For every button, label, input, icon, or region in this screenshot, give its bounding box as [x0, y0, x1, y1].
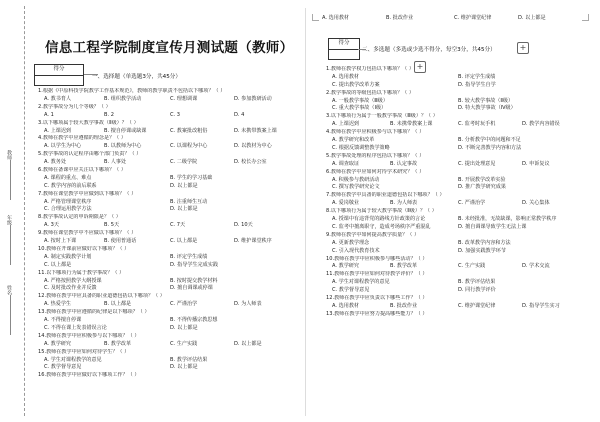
option[interactable]: B. 擅自停课或缺课 [104, 127, 147, 134]
option-row [326, 240, 590, 248]
option[interactable]: C. 撰写教学研究论文 [332, 184, 380, 191]
margin-label-teacher: 教师： [6, 150, 12, 165]
option[interactable]: B. 以教师为中心 [104, 143, 142, 150]
question-text: 2.教学事故的等级包括以下哪项？（ ） [326, 89, 414, 96]
option-row [38, 222, 300, 230]
section1-heading: 一、选择题（单选题3分，共45分） [92, 74, 181, 80]
margin-label-name: 姓名： [6, 285, 12, 300]
option-row [326, 200, 590, 208]
option[interactable]: B. 教学评估结果 [170, 356, 208, 363]
cut-line [24, 6, 25, 416]
option[interactable]: A. 制定实践教学计划 [44, 253, 92, 260]
option[interactable]: B. 评定学生成绩 [170, 253, 208, 260]
question-text: 11.教师在教学中应如何对待教学评价？（ ） [326, 271, 428, 278]
option[interactable]: D. 擅自调课或停课 [170, 285, 213, 292]
option[interactable]: A. 更新教学理念 [332, 239, 370, 246]
option-row [326, 216, 590, 224]
question-text: 9.教师在课堂教学中不应做以下哪项？（ ） [38, 230, 137, 237]
option-row [326, 145, 590, 153]
option-row [38, 301, 300, 309]
option-row [326, 105, 590, 113]
option-row [38, 143, 300, 151]
option-row [38, 262, 300, 270]
right-question-column [326, 66, 590, 319]
option[interactable]: C. 理想调课 [170, 95, 198, 102]
option[interactable]: A. 选用教材 [332, 73, 360, 80]
option: C. 维护课堂纪律 [454, 15, 492, 21]
option[interactable]: C. 提出处理意见 [458, 160, 496, 167]
option-row [38, 341, 300, 349]
option[interactable]: D. 擅自调课导致学生无法上课 [458, 223, 527, 230]
option[interactable]: C. 教学内容的前后联系 [44, 182, 97, 189]
score-label: 得分 [329, 39, 359, 50]
question-text: 5.教学事故的认定程序由哪个部门负责？（ ） [38, 151, 142, 158]
question-text: 1.教师在教学权力包括以下哪项？（ ） [326, 66, 414, 72]
option: D. 以上都是 [518, 15, 546, 21]
question-text: 8.以下哪项行为属于较大教学事故（Ⅱ级）？（ ） [326, 208, 437, 215]
option-row [38, 112, 300, 120]
option[interactable]: A. 学生对课程教学的意见 [44, 356, 102, 363]
option[interactable]: D. 同行教学评价 [458, 287, 496, 294]
option-row [38, 96, 300, 104]
option-row [326, 82, 590, 90]
option[interactable]: B. 批改作业 [390, 302, 418, 309]
option[interactable]: B. 较大教学事故（Ⅱ级） [458, 97, 514, 104]
question-text: 3.以下哪项属于较大教学事故（Ⅱ级）？（ ） [38, 119, 139, 126]
option-row [326, 303, 590, 311]
option[interactable]: D. 加强实践教学环节 [458, 247, 506, 254]
option[interactable]: D. 不断完善教学内容和方法 [458, 144, 522, 151]
option[interactable]: D. 学术交流 [522, 263, 550, 270]
option[interactable]: D. 特大教学事故（Ⅳ级） [458, 105, 516, 112]
option-row [326, 263, 590, 271]
corner-mark [582, 14, 589, 21]
option[interactable]: A. 选用教材 [332, 302, 360, 309]
question-text: 7.教师在教学中具备的职业道德包括以下哪项？（ ） [326, 192, 445, 199]
option[interactable]: C. 严谨治学 [458, 200, 486, 207]
option[interactable]: C. 及时批改作业并反馈 [44, 285, 97, 292]
option-row [326, 137, 590, 145]
option[interactable]: B. 不得传播宗教思想 [170, 317, 218, 324]
option[interactable]: C. 重大教学事故（Ⅰ级） [332, 105, 387, 112]
continued-options [322, 15, 582, 23]
question-text: 11.以下哪项行为属于教学事故？（ ） [38, 269, 125, 276]
option[interactable]: C. 3 [170, 111, 181, 118]
option-row [326, 184, 590, 192]
option[interactable]: B. 教学改革 [390, 263, 418, 270]
option[interactable]: A. 调查取证 [332, 160, 360, 167]
option[interactable]: A. 授课中有违背党的路线方针政策的言论 [332, 216, 426, 223]
option[interactable]: A. 不得擅自停课 [44, 317, 82, 324]
option[interactable]: B. 学生的学习基础 [170, 174, 213, 181]
score-box-section2 [328, 38, 360, 60]
option[interactable]: B. 以上都是 [104, 301, 132, 308]
option-row [38, 128, 300, 136]
option-row [38, 364, 300, 372]
option[interactable]: C. 监考时玩手机 [458, 121, 496, 128]
option-row [322, 15, 582, 23]
column-divider [305, 8, 306, 416]
option[interactable]: C. 严谨治学 [170, 301, 198, 308]
option[interactable]: D. 维护课堂秩序 [234, 238, 272, 245]
option[interactable]: A. 教务处 [44, 159, 66, 166]
option[interactable]: D. 参加教研活动 [234, 95, 272, 102]
option[interactable]: A. 上课迟到 [44, 127, 72, 134]
option-row [326, 279, 590, 287]
option[interactable]: D. 以上都是 [170, 324, 198, 331]
option[interactable]: C. 监考中擅离职守，造成考场秩序严重混乱 [332, 223, 431, 230]
option-row [326, 74, 590, 82]
score-box-section1 [34, 64, 84, 86]
option[interactable]: B. 未经批准，无故缺课，影响正常教学秩序 [458, 216, 557, 223]
option[interactable]: B. 按时提交教学材料 [170, 277, 218, 284]
margin-blank-teacher [10, 160, 11, 200]
option[interactable]: C. 生产实践 [458, 263, 486, 270]
option[interactable]: C. 生产实践 [170, 340, 198, 347]
option[interactable]: B. 未携带教案上课 [390, 121, 433, 128]
option[interactable]: C. 不得在课上发表错误言论 [44, 324, 107, 331]
option-row [38, 325, 300, 333]
option[interactable]: B. 分析教学中的问题和不足 [458, 137, 521, 144]
option[interactable]: D. 指导学生实习 [522, 302, 560, 309]
option[interactable]: D. 指导学生完成实践 [170, 261, 218, 268]
option[interactable]: A. 学生对课程教学的意见 [332, 279, 390, 286]
option-row [326, 248, 590, 256]
option[interactable]: C. 根据反馈调整教学策略 [332, 144, 390, 151]
add-row-button[interactable]: + [414, 61, 426, 73]
option[interactable]: B. 注重师生互动 [170, 198, 208, 205]
margin-blank-name [10, 295, 11, 335]
option[interactable]: A. 热爱学生 [44, 301, 72, 308]
option[interactable]: C. 引入现代教育技术 [332, 247, 380, 254]
question-text: 3.以下哪项行为属于一般教学事故（Ⅲ级）？（ ） [326, 113, 438, 120]
option[interactable]: D. 校长办公室 [234, 159, 267, 166]
option-row [326, 121, 590, 129]
option[interactable]: B. 使用普通话 [104, 238, 137, 245]
option-row [38, 317, 300, 325]
question-text: 12.教师在教学中应负责以下哪些工作？（ ） [326, 295, 428, 301]
option-row [38, 175, 300, 183]
corner-mark [312, 14, 319, 21]
question-text: 16.教师在教学中应做好以下哪项工作？（ ） [38, 372, 140, 379]
option[interactable]: A. 按时上下课 [44, 238, 77, 245]
question-text: 1.根据《中原科技学院教学工作基本规范》，教师的教学职责不包括以下哪项？（ ） [38, 88, 226, 94]
question-text: 12.教师在教学中应具备的职业道德包括以下哪项？（ ） [38, 293, 165, 300]
option[interactable]: B. 教学评估结果 [458, 279, 496, 286]
option[interactable]: D. 申诉复议 [522, 160, 550, 167]
option[interactable]: D. 关心集体 [522, 200, 550, 207]
option[interactable]: B. 认定事故 [390, 160, 418, 167]
option[interactable]: C. 二级学院 [170, 159, 198, 166]
question-text: 9.教师在教学中如何提高教学质量？（ ） [326, 231, 420, 238]
question-text: 10.教师在开课前应做好以下哪项？（ ） [38, 245, 130, 252]
option[interactable]: A. 课程的重点、难点 [44, 174, 92, 181]
option[interactable]: D. 未携带教案上课 [234, 127, 277, 134]
option[interactable]: A. 严格管理课堂秩序 [44, 198, 92, 205]
option[interactable]: C. 维护课堂纪律 [458, 302, 496, 309]
option[interactable]: D. 以上都是 [170, 206, 198, 213]
option[interactable]: D. 教学内容错误 [522, 121, 560, 128]
question-text: 15.教师在教学中应如何对待学生？（ ） [38, 348, 130, 355]
option[interactable]: C. 教学督导意见 [44, 364, 82, 371]
option[interactable]: C. 教学督导意见 [332, 287, 370, 294]
option[interactable]: B. 人事处 [104, 159, 127, 166]
option-row [38, 285, 300, 293]
section2-heading: 二、多选题（多选或少选不得分，每空3分，共45分） [362, 47, 496, 53]
option[interactable]: A. 爱岗敬业 [332, 200, 360, 207]
option[interactable]: D. 4 [234, 111, 245, 118]
option[interactable]: A. 教学研究 [332, 263, 360, 270]
option[interactable]: B. 组织教学活动 [104, 95, 142, 102]
option[interactable]: A. 教学研究 [44, 340, 72, 347]
option-row [326, 224, 590, 232]
option[interactable]: D. 以上都是 [234, 340, 262, 347]
option[interactable]: C. 合理运用教学方法 [44, 206, 92, 213]
option[interactable]: A. 教学研究和改革 [332, 137, 375, 144]
option-row [38, 254, 300, 262]
option-row [326, 161, 590, 169]
question-text: 5.教学事故处理的程序包括以下哪项？（ ） [326, 152, 425, 159]
option[interactable]: A. 以学生为中心 [44, 143, 82, 150]
add-block-button[interactable]: + [517, 42, 529, 54]
option[interactable]: B. 评定学生成绩 [458, 73, 496, 80]
option[interactable]: C. 以上都是 [44, 261, 72, 268]
option[interactable]: C. 7天 [170, 222, 186, 229]
option: A. 选用教材 [322, 15, 350, 21]
option[interactable]: C. 以上都是 [170, 238, 198, 245]
option[interactable]: B. 5天 [104, 222, 120, 229]
option[interactable]: C. 以课程为中心 [170, 143, 208, 150]
option[interactable]: A. 上课迟到 [332, 121, 360, 128]
option: B. 批改作业 [386, 15, 414, 21]
question-text: 7.教师在课堂教学中应做到以下哪项？（ ） [38, 190, 137, 197]
question-text: 13.教师在教学中应遵循的纪律是以下哪项？（ ） [38, 309, 150, 316]
question-text: 4.教师在教学中应遵循的理念是？（ ） [38, 135, 126, 142]
option-row [326, 287, 590, 295]
option[interactable]: B. 为人师表 [390, 200, 418, 207]
question-text: 13.教师在教学中应努力提高哪些能力？（ ） [326, 310, 428, 317]
question-text: 4.教师在教学中应积极参与以下哪项？（ ） [326, 129, 425, 136]
option[interactable]: D. 以上都是 [170, 182, 198, 189]
score-label: 得分 [35, 65, 83, 76]
option[interactable]: A. 积极参与教研活动 [332, 176, 380, 183]
question-text: 14.教师在教学中应积极参与以下哪项？（ ） [38, 332, 140, 339]
option[interactable]: A. 一般教学事故（Ⅲ级） [332, 97, 388, 104]
option[interactable]: D. 以上都是 [170, 364, 198, 371]
binding-margin [0, 0, 30, 422]
margin-blank-grade [10, 225, 11, 265]
left-question-column [38, 88, 300, 380]
option[interactable]: C. 提出教学改革方案 [332, 81, 380, 88]
option[interactable]: B. 2 [104, 111, 114, 118]
question-text: 6.教师在备课中应关注以下哪项？（ ） [38, 166, 126, 173]
question-text: 2.教学事故分为几个等级？（ ） [38, 103, 111, 110]
option[interactable]: A. 教书育人 [44, 95, 72, 102]
option[interactable]: D. 10天 [234, 222, 253, 229]
option[interactable]: B. 开展教学改革实验 [458, 176, 506, 183]
option[interactable]: B. 教学改革 [104, 340, 132, 347]
option-row [38, 206, 300, 214]
margin-label-grade: 年级： [6, 215, 12, 230]
option[interactable]: D. 指导学生自学 [458, 81, 496, 88]
option-row [38, 159, 300, 167]
option-row [38, 238, 300, 246]
option-row [38, 183, 300, 191]
option[interactable]: A. 1 [44, 111, 54, 118]
option[interactable]: A. 3天 [44, 222, 59, 229]
option[interactable]: D. 以教材为中心 [234, 143, 272, 150]
option[interactable]: C. 教案批改粗俗 [170, 127, 208, 134]
page-title: 信息工程学院制度宣传月测试题（教师） [45, 40, 294, 56]
question-text: 8.教学事故认定的申诉期限是？（ ） [38, 214, 121, 221]
option[interactable]: A. 严格按照教学大纲授课 [44, 277, 102, 284]
option[interactable]: B. 改革教学内容和方法 [458, 239, 511, 246]
question-text: 10.教师在教学中应积极参与哪些活动？（ ） [326, 255, 428, 262]
question-text: 6.教师在教学中应如何对待学术研究？（ ） [326, 168, 425, 175]
option[interactable]: D. 为人师表 [234, 301, 262, 308]
option[interactable]: D. 推广教学研究成果 [458, 184, 506, 191]
